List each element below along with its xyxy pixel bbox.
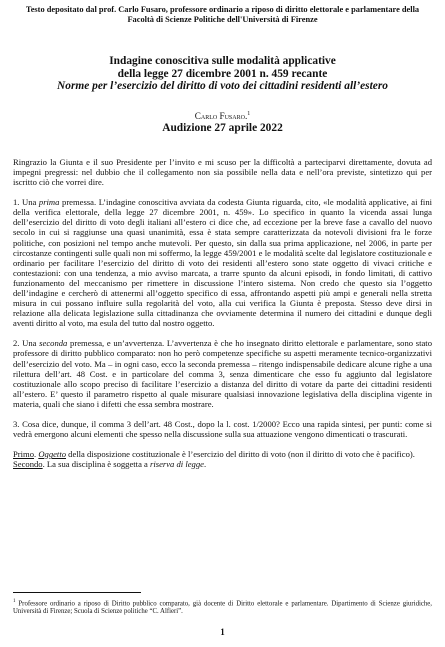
title-line-1: Indagine conoscitiva sulle modalità applicative xyxy=(109,55,336,67)
secondo-emphasis: riserva di legge xyxy=(150,459,204,470)
hearing-date: Audizione 27 aprile 2022 xyxy=(162,121,283,134)
primo-emphasis: Oggetto xyxy=(38,449,66,460)
primo-label: Primo xyxy=(13,449,35,460)
deposit-note: Testo depositato dal prof. Carlo Fusaro, professore ordinario a riposo di diritto elettorale e parlamentare della Facoltà di Scienze Politiche dell'Università di Firenze xyxy=(25,5,420,24)
point-primo xyxy=(13,449,432,459)
title-line-2: della legge 27 dicembre 2001 n. 459 recante xyxy=(117,67,328,80)
author-name: Carlo Fusaro. xyxy=(194,110,248,121)
paragraph-1 xyxy=(13,197,432,328)
title-line-3: Norme per l’esercizio del diritto di voto dei cittadini residenti all’estero xyxy=(57,80,388,93)
primo-sep: . xyxy=(34,449,39,460)
intro-paragraph: Ringrazio la Giunta e il suo Presidente per l’invito e mi scuso per la difficoltà a parteciparvi direttamente, dovuta ad impegni pregressi: nel dubbio che il collegamento non sia possibile nella data e nell’ora previste, sintetizzo qui per iscritto ciò che vorrei dire. xyxy=(13,156,432,188)
footnote-ref: 1 xyxy=(247,110,251,117)
point-secondo xyxy=(13,459,432,469)
p2-body: premessa, e un’avvertenza. L’avvertenza è che ho insegnato diritto elettorale e parlamentare, sono stato professore di diritto pubblico comparato: non ho però competenze specifiche su aspetti meramente tecnico-organizzativi dell’esercizio del voto. Ma – in ogni caso, ecco la seconda premessa – ritengo indispensabile dedicare alcune righe a una rilettura dell’art. 48 Cost. e in particolare del comma 3, senza dimenticare che esso fu aggiunto dal legislatore costituzionale allo scopo preciso di facilitare l’esercizio a distanza del diritto di votare da parte dei cittadini residenti all’estero. E’ questo il parametro rispetto al quale misurare qualsiasi innovazione legislativa della disciplina vigente in materia, quali che siano i difetti che essa sembra mostrare. xyxy=(13,338,432,409)
footnote xyxy=(13,598,432,617)
footnote-separator xyxy=(13,592,141,593)
p2-start: 2. Una xyxy=(13,338,40,349)
secondo-label: Secondo xyxy=(13,459,43,470)
p2-emphasis: seconda xyxy=(39,338,68,349)
author-line xyxy=(13,109,432,122)
footnote-number: 1 xyxy=(13,599,16,604)
page-number: 1 xyxy=(220,627,225,637)
title-block xyxy=(13,55,432,93)
paragraph-3: 3. Cosa dice, dunque, il comma 3 dell’art. 48 Cost., dopo la l. cost. 1/2000? Ecco una rapida sintesi, per punti: come si vedrà emergono alcuni elementi che spesso nella discussione sulla sua attuazione vengono dimenticati o trascurati. xyxy=(13,419,432,440)
primo-body: della disposizione costituzionale è l’esercizio del diritto di voto (non il diritto di voto che è pacifico). xyxy=(66,449,415,460)
p1-emphasis: prima xyxy=(38,197,60,208)
paragraph-2 xyxy=(13,338,432,409)
secondo-body: . La sua disciplina è soggetta a xyxy=(42,459,150,470)
footnote-text: Professore ordinario a riposo di Diritto pubblico comparato, già docente di Diritto elettorale e parlamentare. Dipartimento di Scienze giuridiche, Università di Firenze; Scuola di Scienze politiche “C. Alfieri”. xyxy=(13,600,432,616)
secondo-end: . xyxy=(203,459,207,470)
p1-start: 1. Una xyxy=(13,197,39,208)
p1-body: premessa. L’indagine conoscitiva avviata da codesta Giunta riguarda, cito, «le modalità applicative, ai fini della verifica elettorale, della legge 27 dicembre 2001, n. 459». Lo specifico in quanto la vicenda assai lunga dell’esercizio del diritto di voto degli italiani all’estero ci dice che, ad eccezione per la breve fase a cavallo del nuovo secolo in cui si raggiunse una quasi unanimità, essa è stata sempre caratterizzata da notevoli divisioni fra le forze politiche, con posizioni nel tempo anche mutevoli. Per questo, sin dalla sua prima applicazione, nel 2006, in parte per circostanze contingenti sulle quali non mi soffermo, la legge 459/2001 e le modalità scelte dal legislatore costituzionale e ordinario per facilitare l’esercizio del diritto di voto dei residenti all’estero sono state oggetto di vivaci critiche e contestazioni: con una tendenza, a mio avviso marcata, a trarre spunto da alcuni episodi, in fondo limitati, di cattivo funzionamento del meccanismo per rimettere in discussione l’intero sistema. Non credo che questo sia l’oggetto dell’indagine e cercherò di attenermi all’oggetto specifico di essa, affrontando aspetti più ampi e generali nella stretta misura in cui possano influire sulla regolarità del voto, alla cui verifica la Giunta è preposta. Stesso deve dirsi in relazione alla delicata legislazione sulla cittadinanza che ovviamente determina il numero dei cittadini e dunque degli aventi diritto al voto, ma esula del tutto dal nostro oggetto. xyxy=(13,197,433,329)
